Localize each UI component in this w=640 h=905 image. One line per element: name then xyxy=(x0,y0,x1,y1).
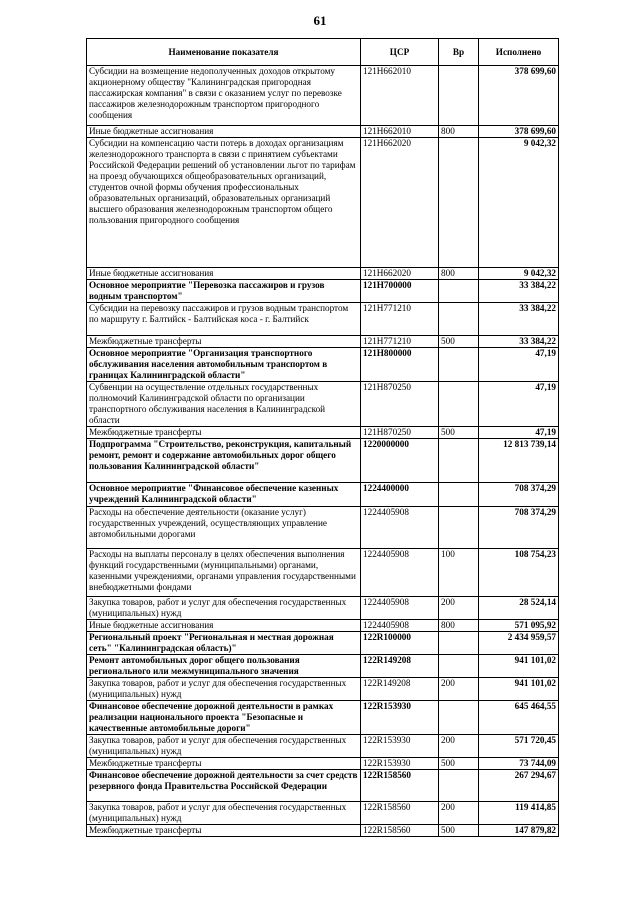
row-csr-cell: 121Н662020 xyxy=(361,268,439,280)
row-csr-cell: 121Н662020 xyxy=(361,138,439,268)
row-name-cell: Региональный проект "Региональная и местная дорожная сеть" "Калининградская область)" xyxy=(87,632,361,655)
row-amount-cell: 147 879,82 xyxy=(479,825,559,837)
column-header-name: Наименование показателя xyxy=(87,39,361,66)
row-csr-cell: 122R149208 xyxy=(361,678,439,701)
row-csr-cell: 121Н870250 xyxy=(361,427,439,439)
row-vr-cell xyxy=(439,303,479,336)
table-row xyxy=(87,138,559,268)
column-header-vr: Вр xyxy=(439,39,479,66)
row-amount-cell: 47,19 xyxy=(479,427,559,439)
row-name-cell: Закупка товаров, работ и услуг для обеспечения государственных (муниципальных) нужд xyxy=(87,597,361,620)
row-csr-cell: 122R158560 xyxy=(361,825,439,837)
row-amount-cell: 12 813 739,14 xyxy=(479,439,559,483)
table-row xyxy=(87,620,559,632)
row-amount-cell: 571 095,92 xyxy=(479,620,559,632)
row-amount-cell: 571 720,45 xyxy=(479,735,559,758)
row-csr-cell: 122R158560 xyxy=(361,802,439,825)
row-name-cell: Иные бюджетные ассигнования xyxy=(87,620,361,632)
table-row xyxy=(87,632,559,655)
row-name-cell: Межбюджетные трансферты xyxy=(87,427,361,439)
row-amount-cell: 33 384,22 xyxy=(479,336,559,348)
table-header-row xyxy=(87,39,559,66)
table-row xyxy=(87,549,559,597)
table-row xyxy=(87,348,559,382)
row-name-cell: Закупка товаров, работ и услуг для обеспечения государственных (муниципальных) нужд xyxy=(87,735,361,758)
row-name-cell: Расходы на обеспечение деятельности (оказание услуг) государственных учреждений, осуществляющих управление автомобильными дорогами xyxy=(87,507,361,549)
row-vr-cell: 800 xyxy=(439,126,479,138)
row-name-cell: Закупка товаров, работ и услуг для обеспечения государственных (муниципальных) нужд xyxy=(87,678,361,701)
row-vr-cell: 500 xyxy=(439,758,479,770)
column-header-executed: Исполнено xyxy=(479,39,559,66)
table-row xyxy=(87,268,559,280)
row-vr-cell: 500 xyxy=(439,825,479,837)
row-vr-cell xyxy=(439,483,479,507)
table-row xyxy=(87,735,559,758)
row-csr-cell: 122R153930 xyxy=(361,735,439,758)
row-amount-cell: 378 699,60 xyxy=(479,66,559,126)
table-row xyxy=(87,701,559,735)
table-row xyxy=(87,66,559,126)
row-name-cell: Субвенции на осуществление отдельных государственных полномочий Калининградской области по организации транспортного обслуживания населения в Калининградской области xyxy=(87,382,361,427)
row-vr-cell xyxy=(439,348,479,382)
row-vr-cell: 200 xyxy=(439,802,479,825)
row-amount-cell: 645 464,55 xyxy=(479,701,559,735)
row-vr-cell xyxy=(439,770,479,802)
row-vr-cell xyxy=(439,138,479,268)
row-name-cell: Межбюджетные трансферты xyxy=(87,825,361,837)
row-amount-cell: 28 524,14 xyxy=(479,597,559,620)
table-row xyxy=(87,802,559,825)
table-row xyxy=(87,427,559,439)
row-name-cell: Иные бюджетные ассигнования xyxy=(87,268,361,280)
row-amount-cell: 941 101,02 xyxy=(479,678,559,701)
table-row xyxy=(87,597,559,620)
row-amount-cell: 119 414,85 xyxy=(479,802,559,825)
row-amount-cell: 378 699,60 xyxy=(479,126,559,138)
table-row xyxy=(87,303,559,336)
row-csr-cell: 122R149208 xyxy=(361,655,439,678)
row-csr-cell: 121Н662010 xyxy=(361,126,439,138)
row-amount-cell: 47,19 xyxy=(479,382,559,427)
row-vr-cell xyxy=(439,507,479,549)
table-row xyxy=(87,770,559,802)
table-row xyxy=(87,483,559,507)
row-csr-cell: 1224400000 xyxy=(361,483,439,507)
row-amount-cell: 9 042,32 xyxy=(479,268,559,280)
row-amount-cell: 941 101,02 xyxy=(479,655,559,678)
row-name-cell: Финансовое обеспечение дорожной деятельности в рамках реализации национального проекта "Безопасные и качественные автомобильные дороги" xyxy=(87,701,361,735)
row-name-cell: Ремонт автомобильных дорог общего пользования регионального или межмуниципального значения xyxy=(87,655,361,678)
table-row xyxy=(87,678,559,701)
row-name-cell: Межбюджетные трансферты xyxy=(87,758,361,770)
table-row xyxy=(87,439,559,483)
row-amount-cell: 9 042,32 xyxy=(479,138,559,268)
row-csr-cell: 121Н771210 xyxy=(361,303,439,336)
table-body xyxy=(87,66,559,837)
row-amount-cell: 33 384,22 xyxy=(479,303,559,336)
row-csr-cell: 1224405908 xyxy=(361,507,439,549)
row-amount-cell: 267 294,67 xyxy=(479,770,559,802)
row-vr-cell xyxy=(439,280,479,303)
budget-table xyxy=(86,38,559,837)
row-vr-cell: 500 xyxy=(439,427,479,439)
table-row xyxy=(87,126,559,138)
table-row xyxy=(87,825,559,837)
row-csr-cell: 122R158560 xyxy=(361,770,439,802)
row-vr-cell: 800 xyxy=(439,620,479,632)
row-amount-cell: 2 434 959,57 xyxy=(479,632,559,655)
row-vr-cell: 800 xyxy=(439,268,479,280)
row-amount-cell: 47,19 xyxy=(479,348,559,382)
row-vr-cell xyxy=(439,382,479,427)
row-name-cell: Субсидии на перевозку пассажиров и грузов водным транспортом по маршруту г. Балтийск - Балтийская коса - г. Балтийск xyxy=(87,303,361,336)
row-csr-cell: 122R153930 xyxy=(361,758,439,770)
table-row xyxy=(87,507,559,549)
row-vr-cell xyxy=(439,66,479,126)
row-vr-cell xyxy=(439,439,479,483)
row-name-cell: Основное мероприятие "Организация транспортного обслуживания населения автомобильным транспортом в границах Калининградской области" xyxy=(87,348,361,382)
row-name-cell: Межбюджетные трансферты xyxy=(87,336,361,348)
row-csr-cell: 1224405908 xyxy=(361,549,439,597)
row-vr-cell xyxy=(439,701,479,735)
row-name-cell: Субсидии на компенсацию части потерь в доходах организациям железнодорожного транспорта в связи с принятием субъектами Российской Федерации решений об установлении льгот по тарифам на проезд обучающихся общеобразовательных организаций, студентов очной формы обучения профессиональных образовательных организаций, образовательных организаций высшего образования железнодорожным транспортом общего пользования пригородного сообщения xyxy=(87,138,361,268)
row-amount-cell: 108 754,23 xyxy=(479,549,559,597)
row-csr-cell: 1224405908 xyxy=(361,597,439,620)
row-name-cell: Расходы на выплаты персоналу в целях обеспечения выполнения функций государственными (муниципальными) органами, казенными учреждениями, органами управления государственными внебюджетными фондами xyxy=(87,549,361,597)
row-vr-cell: 200 xyxy=(439,597,479,620)
row-csr-cell: 1224405908 xyxy=(361,620,439,632)
row-vr-cell: 500 xyxy=(439,336,479,348)
row-name-cell: Закупка товаров, работ и услуг для обеспечения государственных (муниципальных) нужд xyxy=(87,802,361,825)
row-csr-cell: 121Н662010 xyxy=(361,66,439,126)
row-name-cell: Основное мероприятие "Перевозка пассажиров и грузов водным транспортом" xyxy=(87,280,361,303)
row-csr-cell: 1220000000 xyxy=(361,439,439,483)
row-name-cell: Субсидии на возмещение недополученных доходов открытому акционерному обществу "Калининградская пригородная пассажирская компания" в связи с оказанием услуг по перевозке пассажиров железнодорожным транспортом пригородного сообщения xyxy=(87,66,361,126)
page-number: 61 xyxy=(313,13,327,28)
row-amount-cell: 33 384,22 xyxy=(479,280,559,303)
row-csr-cell: 121Н870250 xyxy=(361,382,439,427)
row-csr-cell: 121Н771210 xyxy=(361,336,439,348)
table-row xyxy=(87,758,559,770)
row-amount-cell: 73 744,09 xyxy=(479,758,559,770)
row-csr-cell: 122R100000 xyxy=(361,632,439,655)
row-name-cell: Основное мероприятие "Финансовое обеспечение казенных учреждений Калининградской области" xyxy=(87,483,361,507)
row-vr-cell xyxy=(439,632,479,655)
row-name-cell: Подпрограмма "Строительство, реконструкция, капитальный ремонт, ремонт и содержание автомобильных дорог общего пользования Калининградской области" xyxy=(87,439,361,483)
table-row xyxy=(87,382,559,427)
table-row xyxy=(87,655,559,678)
column-header-csr: ЦСР xyxy=(361,39,439,66)
row-name-cell: Финансовое обеспечение дорожной деятельности за счет средств резервного фонда Правительства Российской Федерации xyxy=(87,770,361,802)
row-amount-cell: 708 374,29 xyxy=(479,483,559,507)
row-vr-cell: 100 xyxy=(439,549,479,597)
row-name-cell: Иные бюджетные ассигнования xyxy=(87,126,361,138)
row-csr-cell: 121Н700000 xyxy=(361,280,439,303)
row-vr-cell: 200 xyxy=(439,678,479,701)
row-amount-cell: 708 374,29 xyxy=(479,507,559,549)
row-csr-cell: 122R153930 xyxy=(361,701,439,735)
table-row xyxy=(87,280,559,303)
row-vr-cell: 200 xyxy=(439,735,479,758)
row-vr-cell xyxy=(439,655,479,678)
row-csr-cell: 121Н800000 xyxy=(361,348,439,382)
table-row xyxy=(87,336,559,348)
